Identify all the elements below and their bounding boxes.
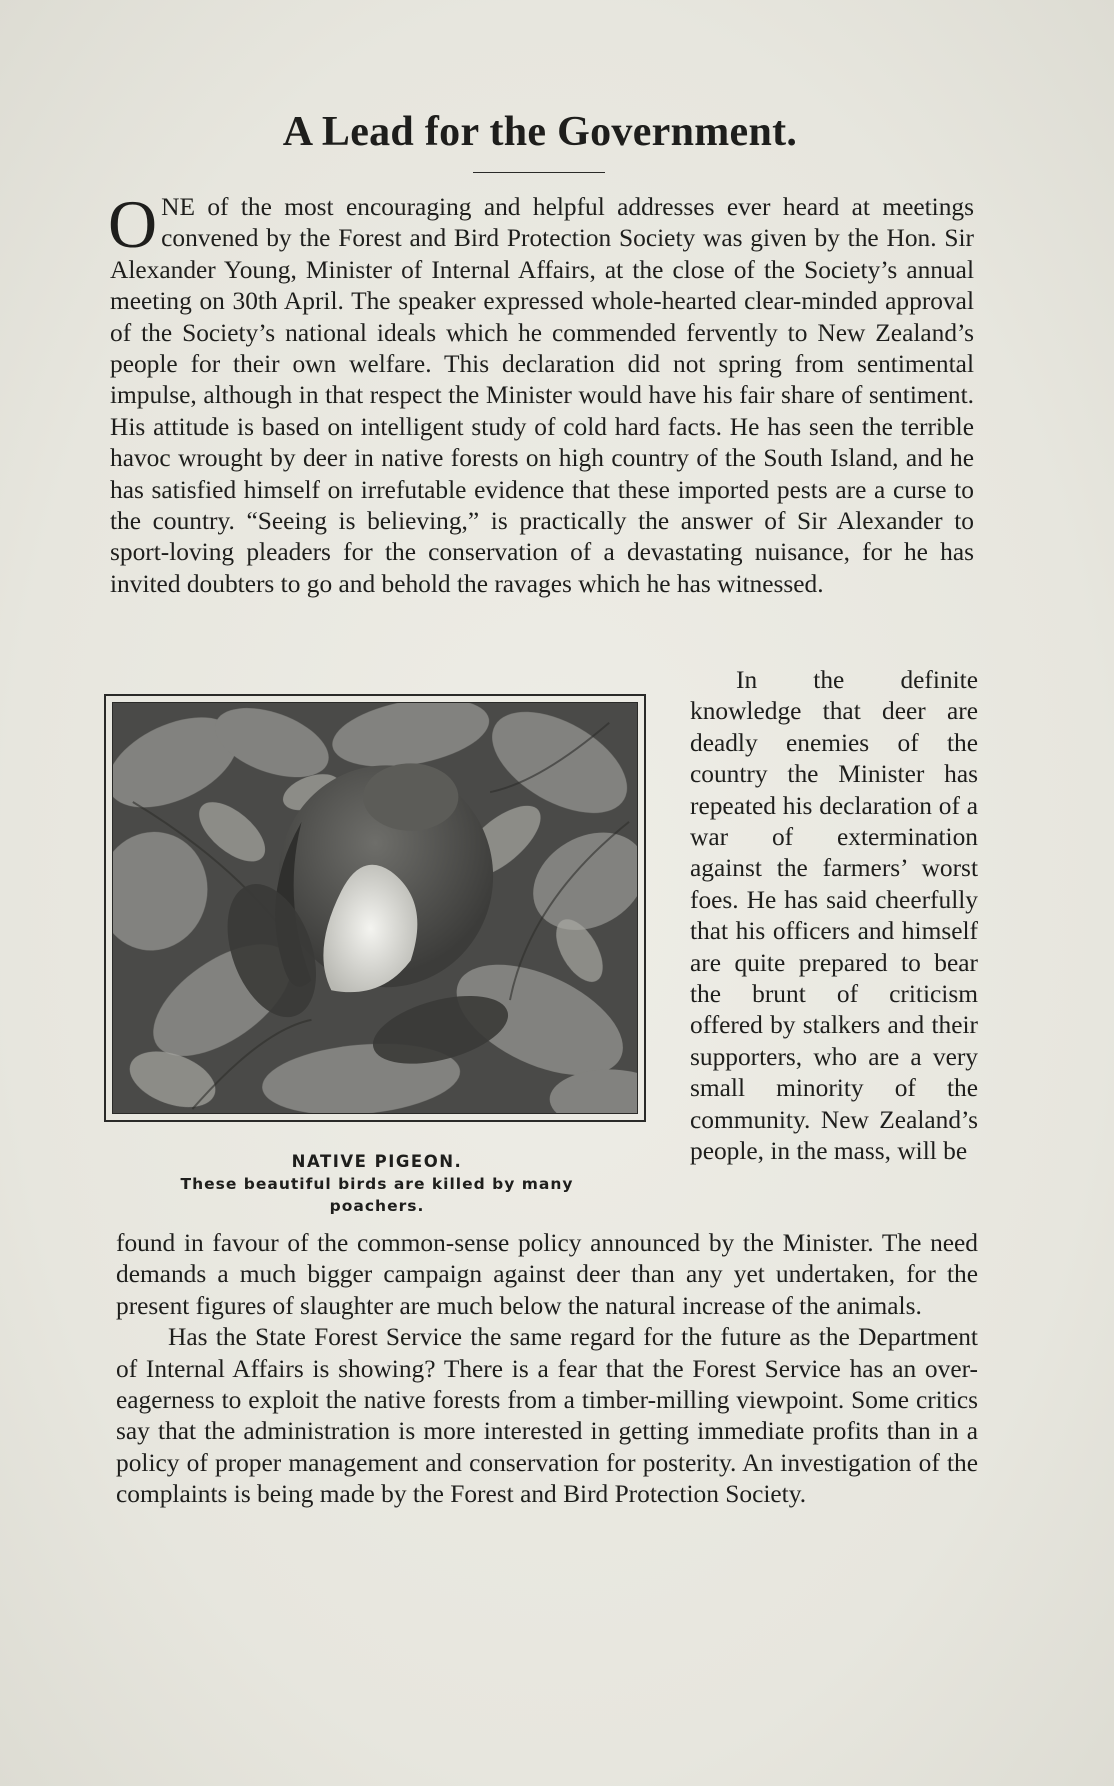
paragraph-column: [690, 665, 978, 1168]
paragraph-column-text: In the definite knowledge that deer are deadly enemies of the country the Minister has repeated his declaration of a war of extermination against the farmers’ worst foes. He has said cheerfully that his officers and himself are quite prepared to bear the brunt of criticism offered by stalkers and their supporters, who are a very small minority of the community. New Zealand’s people, in the mass, will be: [690, 666, 978, 1166]
article-title: A Lead for the Government.: [282, 109, 798, 155]
title-divider: [473, 172, 605, 173]
pigeon-image-icon: [113, 703, 637, 1113]
paragraph-intro-text: NE of the most encouraging and helpful addresses ever heard at meetings convened by the Forest and Bird Protection Society was given by the Hon. Sir Alexander Young, Minister of Internal Affairs, at the close of the Society’s annual meeting on 30th April. The speaker expressed whole-hearted clear-minded approval of the Society’s national ideals which he commended fervently to New Zealand’s people for their own welfare. This declaration did not spring from sentimental impulse, although in that respect the Minister would have his fair share of sentiment. His attitude is based on intelligent study of cold hard facts. He has seen the terrible havoc wrought by deer in native forests on high country of the South Island, and he has satisfied himself on irrefutable evidence that these imported pests are a curse to the country. “Seeing is believing,” is practically the answer of Sir Alexander to sport-loving pleaders for the conservation of a devastating nuisance, for he has invited doubters to go and behold the ravages which he has witnessed.: [110, 193, 974, 598]
caption-title: NATIVE PIGEON.: [291, 1152, 463, 1171]
paragraph-continued-text: found in favour of the common-sense policy announced by the Minister. The need demands a much bigger campaign against deer than any yet undertaken, for the present figures of slaughter are much below the natural increase of the animals.: [116, 1229, 978, 1320]
photo-caption: [112, 1151, 642, 1217]
caption-text: These beautiful birds are killed by many poachers.: [180, 1175, 574, 1215]
native-pigeon-photo: [112, 702, 638, 1114]
drop-cap: O: [108, 186, 158, 262]
paragraph-final-text: Has the State Forest Service the same regard for the future as the Department of Internal Affairs is showing? There is a fear that the Forest Service has an over-eagerness to exploit the native forests from a timber-milling viewpoint. Some critics say that the administration is more interested in getting immediate profits than in a policy of proper management and conservation for posterity. An investigation of the complaints is being made by the Forest and Bird Protection Society.: [116, 1323, 978, 1509]
paragraph-intro: [108, 186, 974, 600]
paragraph-lower: [116, 1228, 978, 1511]
native-pigeon-photo-frame: [104, 694, 646, 1122]
